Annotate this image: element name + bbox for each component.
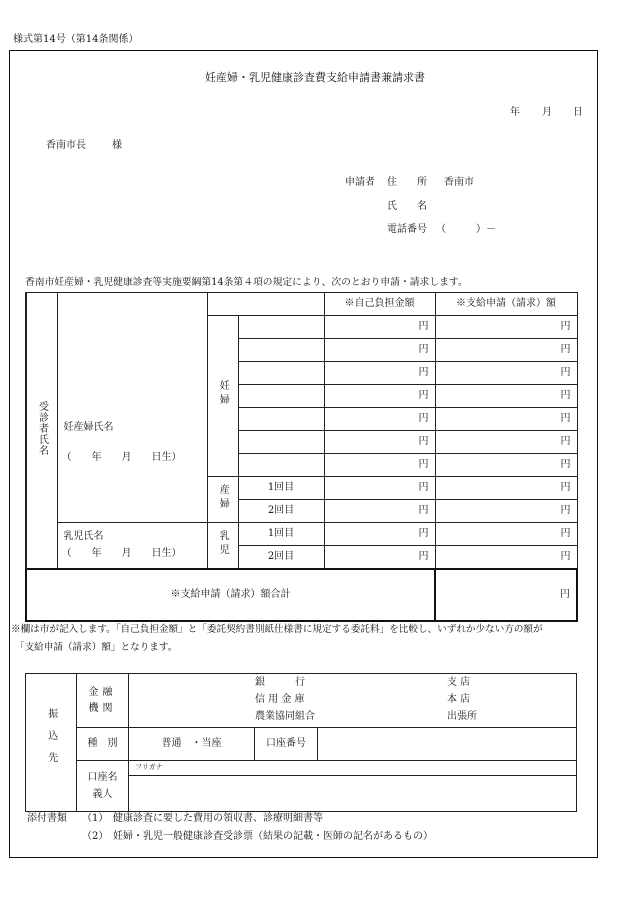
furigana-label: フリガナ	[135, 763, 163, 771]
date-month[interactable]: 月	[542, 107, 552, 118]
claim-amount[interactable]: 円	[435, 431, 577, 454]
postpartum-visit-1: 1回目	[238, 477, 324, 500]
applicant-role-label: 申請者	[345, 177, 375, 188]
infant-group-label: 乳児	[207, 523, 238, 569]
attachment-1-num: （1）	[82, 813, 109, 824]
applicant-address-label: 住 所	[387, 177, 427, 188]
bank-section-label: 振込先	[26, 674, 77, 812]
postpartum-visit-2: 2回目	[238, 500, 324, 523]
note-line-1: ※欄は市が記入します。「自己負担金額」と「委託契約書別紙仕様書に規定する委託料」を比較し、いずれか少ない方の額が	[11, 624, 543, 635]
exam-item[interactable]	[238, 385, 324, 408]
claim-amount[interactable]: 円	[435, 339, 577, 362]
applicant-name-label: 氏 名	[387, 201, 427, 212]
note-line-2: 「支給申請（請求）額」となります。	[15, 642, 178, 653]
branch-type-office[interactable]: 出張所	[447, 711, 477, 722]
self-pay-amount[interactable]: 円	[324, 431, 435, 454]
branch-type-branch[interactable]: 支 店	[447, 677, 471, 688]
holder-field[interactable]	[129, 761, 577, 812]
account-number-field[interactable]	[318, 728, 577, 761]
col-claim: ※支給申請（請求）額	[435, 293, 577, 316]
date-year[interactable]: 年	[510, 107, 520, 118]
examinee-label: 受診者氏名	[26, 293, 57, 569]
bank-type-bank[interactable]: 銀 行	[255, 677, 305, 688]
self-pay-amount[interactable]: 円	[324, 477, 435, 500]
self-pay-amount[interactable]: 円	[324, 454, 435, 477]
infant-name-label: 乳児氏名	[63, 530, 104, 542]
exam-item[interactable]	[238, 316, 324, 339]
exam-item[interactable]	[238, 362, 324, 385]
self-pay-amount[interactable]: 円	[324, 523, 435, 546]
self-pay-amount[interactable]: 円	[324, 408, 435, 431]
self-pay-amount[interactable]: 円	[324, 362, 435, 385]
pregnant-name-cell[interactable]	[57, 293, 207, 523]
claim-amount[interactable]: 円	[435, 523, 577, 546]
applicant-phone-label: 電話番号	[387, 224, 427, 235]
holder-label: 口座名義人	[77, 761, 129, 812]
date-day[interactable]: 日	[573, 107, 583, 118]
attachment-2: 妊婦・乳児一般健康診査受診票（結果の記載・医師の記名があるもの）	[113, 831, 433, 842]
exam-item[interactable]	[238, 454, 324, 477]
statement: 香南市妊産婦・乳児健康診査等実施要綱第14条第４項の規定により、次のとおり申請・請求します。	[25, 277, 468, 288]
self-pay-amount[interactable]: 円	[324, 385, 435, 408]
applicant-phone-field[interactable]: （ ）－	[436, 224, 496, 235]
addressee-name: 香南市長	[46, 140, 86, 151]
self-pay-amount[interactable]: 円	[324, 339, 435, 362]
form-title: 妊産婦・乳児健康診査費支給申請書兼請求書	[205, 71, 425, 84]
addressee-honorific: 様	[112, 140, 122, 151]
self-pay-amount[interactable]: 円	[324, 546, 435, 569]
branch-type-main[interactable]: 本 店	[447, 694, 471, 705]
claim-amount[interactable]: 円	[435, 408, 577, 431]
infant-name-cell[interactable]	[57, 523, 207, 569]
claim-amount[interactable]: 円	[435, 385, 577, 408]
exam-item[interactable]	[238, 431, 324, 454]
claim-amount[interactable]: 円	[435, 477, 577, 500]
bank-type-credit[interactable]: 信 用 金 庫	[255, 694, 305, 705]
self-pay-amount[interactable]: 円	[324, 500, 435, 523]
col-self-pay: ※自己負担金額	[324, 293, 435, 316]
pregnant-birth: （ 年 月 日生）	[61, 451, 182, 463]
exam-item[interactable]	[238, 339, 324, 362]
pregnant-name-label: 妊産婦氏名	[63, 422, 114, 433]
institution-label: 金融機関	[77, 674, 129, 728]
attachment-1: 健康診査に要した費用の領収書、診療明細書等	[113, 813, 323, 824]
type-label: 種 別	[77, 728, 129, 761]
bank-type-agri[interactable]: 農業協同組合	[255, 711, 315, 722]
account-number-label: 口座番号	[255, 728, 318, 761]
claim-amount[interactable]: 円	[435, 316, 577, 339]
claim-amount[interactable]: 円	[435, 546, 577, 569]
institution-field[interactable]	[129, 674, 577, 728]
pregnant-group-label: 妊婦	[207, 316, 238, 477]
infant-visit-1: 1回目	[238, 523, 324, 546]
attachment-2-num: （2）	[82, 831, 109, 842]
infant-birth: （ 年 月 日生）	[61, 548, 182, 560]
infant-visit-2: 2回目	[238, 546, 324, 569]
furigana-divider	[129, 775, 576, 776]
account-type-field[interactable]: 普通 ・当座	[129, 728, 255, 761]
form-number: 様式第14号（第14条関係）	[13, 34, 139, 45]
claim-amount[interactable]: 円	[435, 454, 577, 477]
self-pay-amount[interactable]: 円	[324, 316, 435, 339]
claim-amount[interactable]: 円	[435, 362, 577, 385]
exam-item[interactable]	[238, 408, 324, 431]
claim-amount[interactable]: 円	[435, 500, 577, 523]
postpartum-group-label: 産婦	[207, 477, 238, 523]
header-blank	[207, 293, 324, 316]
total-label: ※支給申請（請求）額合計	[26, 569, 435, 621]
bank-table	[25, 673, 577, 812]
total-amount[interactable]: 円	[435, 569, 577, 621]
attachments-label: 添付書類	[27, 813, 67, 824]
applicant-address-field[interactable]: 香南市	[444, 177, 474, 188]
exam-table	[25, 292, 578, 622]
